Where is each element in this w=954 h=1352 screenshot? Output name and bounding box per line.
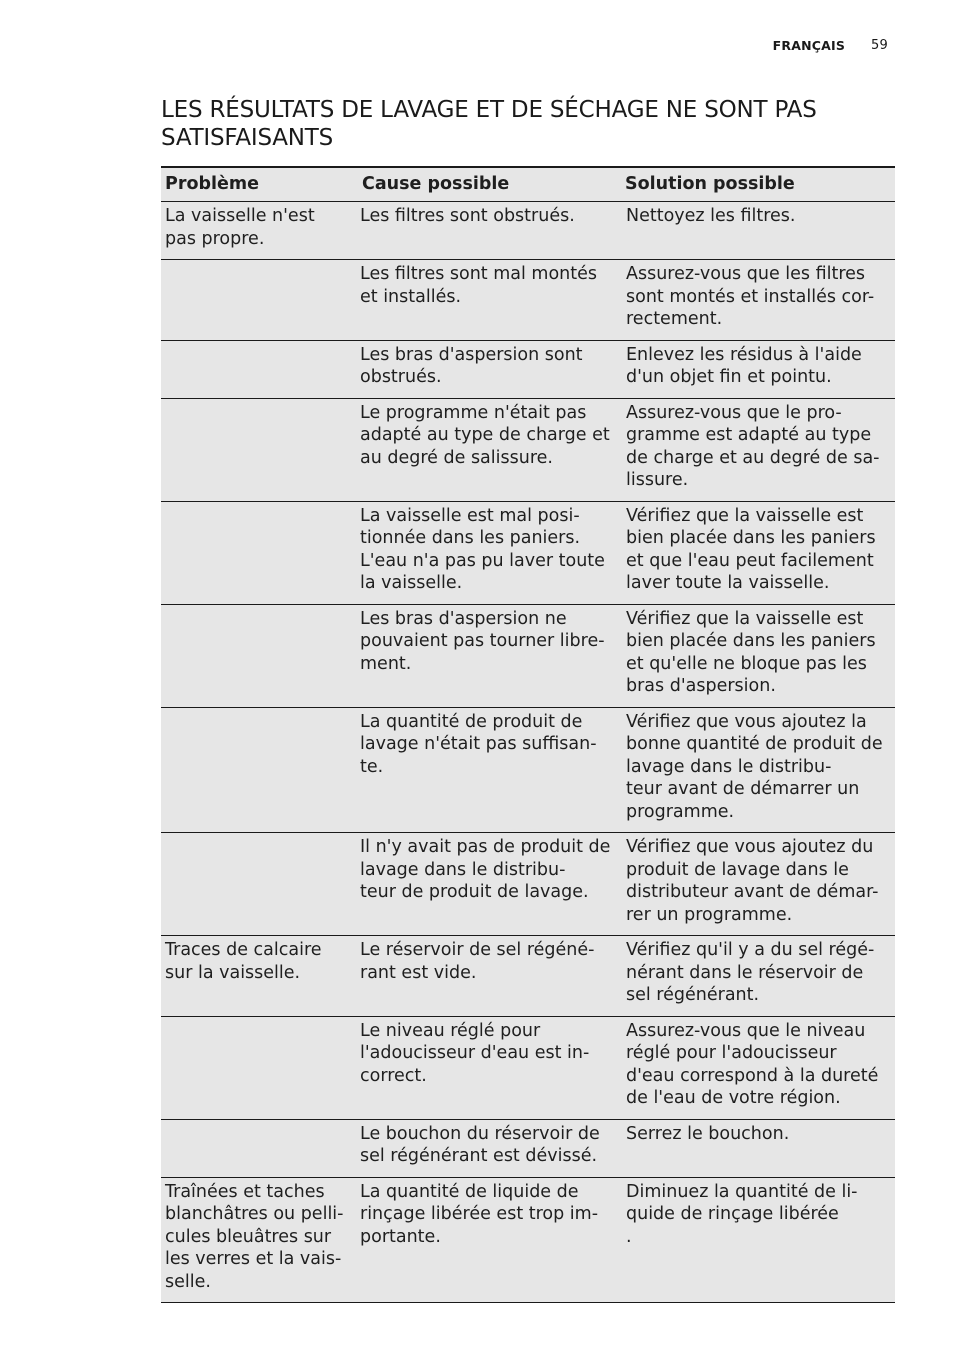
cause-cell: Les bras d'aspersion ne pouvaient pas tourner libre- ment. xyxy=(360,608,605,674)
problem-cell xyxy=(161,340,358,398)
problem-cell: Traces de calcaire sur la vaisselle. xyxy=(165,940,322,983)
table-row xyxy=(161,707,895,833)
table-row xyxy=(161,936,895,1017)
solution-cell: Vérifiez qu'il y a du sel régé- nérant dans le réservoir de sel régénérant. xyxy=(626,940,875,1005)
table-row xyxy=(161,833,895,936)
problem-cell: Traînées et taches blanchâtres ou pelli- cules bleuâtres sur les verres et la vais- selle. xyxy=(165,1181,344,1292)
solution-cell: Assurez-vous que le pro- gramme est adapté au type de charge et au degré de sa- lissure. xyxy=(626,402,880,490)
problem-cell xyxy=(161,398,358,501)
cause-cell: Les filtres sont obstrués. xyxy=(360,206,575,226)
solution-cell: Nettoyez les filtres. xyxy=(626,206,796,226)
cause-cell: Le niveau réglé pour l'adoucisseur d'eau est in- correct. xyxy=(360,1020,590,1086)
problem-cell xyxy=(161,833,358,936)
section-title: LES RÉSULTATS DE LAVAGE ET DE SÉCHAGE NE SONT PAS SATISFAISANTS xyxy=(161,97,817,151)
solution-cell: Diminuez la quantité de li- quide de rinçage libérée . xyxy=(626,1181,858,1247)
table-row xyxy=(161,1119,895,1177)
solution-cell: Vérifiez que la vaisselle est bien placée dans les paniers et qu'elle ne bloque pas les bras d'aspersion. xyxy=(626,608,876,696)
table-row xyxy=(161,501,895,604)
column-header-problem: Problème xyxy=(165,173,259,194)
cause-cell: Le réservoir de sel régéné- rant est vide. xyxy=(360,940,595,983)
cause-cell: Les filtres sont mal montés et installés. xyxy=(360,264,598,307)
cause-cell: La vaisselle est mal posi- tionnée dans les paniers. L'eau n'a pas pu laver toute la vaisselle. xyxy=(360,505,605,593)
troubleshooting-table xyxy=(161,166,895,1303)
page-number: 59 xyxy=(871,38,888,53)
table-row xyxy=(161,202,895,260)
cause-cell: Il n'y avait pas de produit de lavage dans le distribu- teur de produit de lavage. xyxy=(360,837,611,902)
column-header-cause: Cause possible xyxy=(362,173,510,194)
solution-cell: Serrez le bouchon. xyxy=(626,1123,790,1144)
table-row xyxy=(161,260,895,341)
problem-cell xyxy=(161,260,358,341)
table-row xyxy=(161,1177,895,1303)
table-header-row xyxy=(161,167,895,202)
page-header xyxy=(773,38,888,53)
problem-cell xyxy=(161,501,358,604)
table-row xyxy=(161,340,895,398)
problem-cell xyxy=(161,707,358,833)
column-header-solution: Solution possible xyxy=(625,173,795,194)
solution-cell: Enlevez les résidus à l'aide d'un objet fin et pointu. xyxy=(626,344,862,387)
solution-cell: Assurez-vous que le niveau réglé pour l'adoucisseur d'eau correspond à la dureté de l'eau de votre région. xyxy=(626,1020,879,1108)
cause-cell: Le bouchon du réservoir de sel régénérant est dévissé. xyxy=(360,1123,600,1166)
solution-cell: Vérifiez que vous ajoutez la bonne quantité de produit de lavage dans le distribu- teur avant de démarrer un programme. xyxy=(626,711,883,822)
cause-cell: Le programme n'était pas adapté au type de charge et au degré de salissure. xyxy=(360,402,610,468)
problem-cell: La vaisselle n'est pas propre. xyxy=(165,206,315,249)
table-row xyxy=(161,1016,895,1119)
language-label: FRANÇAIS xyxy=(772,38,846,53)
problem-cell xyxy=(161,604,358,707)
cause-cell: Les bras d'aspersion sont obstrués. xyxy=(360,344,583,387)
solution-cell: Vérifiez que vous ajoutez du produit de lavage dans le distributeur avant de démar- rer un programme. xyxy=(626,837,879,925)
solution-cell: Assurez-vous que les filtres sont montés et installés cor- rectement. xyxy=(626,264,875,329)
cause-cell: La quantité de produit de lavage n'était pas suffisan- te. xyxy=(360,711,597,777)
solution-cell: Vérifiez que la vaisselle est bien placée dans les paniers et que l'eau peut facilement laver toute la vaisselle. xyxy=(626,505,876,593)
problem-cell xyxy=(161,1016,358,1119)
cause-cell: La quantité de liquide de rinçage libérée est trop im- portante. xyxy=(360,1181,599,1247)
problem-cell xyxy=(161,1119,358,1177)
table-row xyxy=(161,604,895,707)
table-row xyxy=(161,398,895,501)
